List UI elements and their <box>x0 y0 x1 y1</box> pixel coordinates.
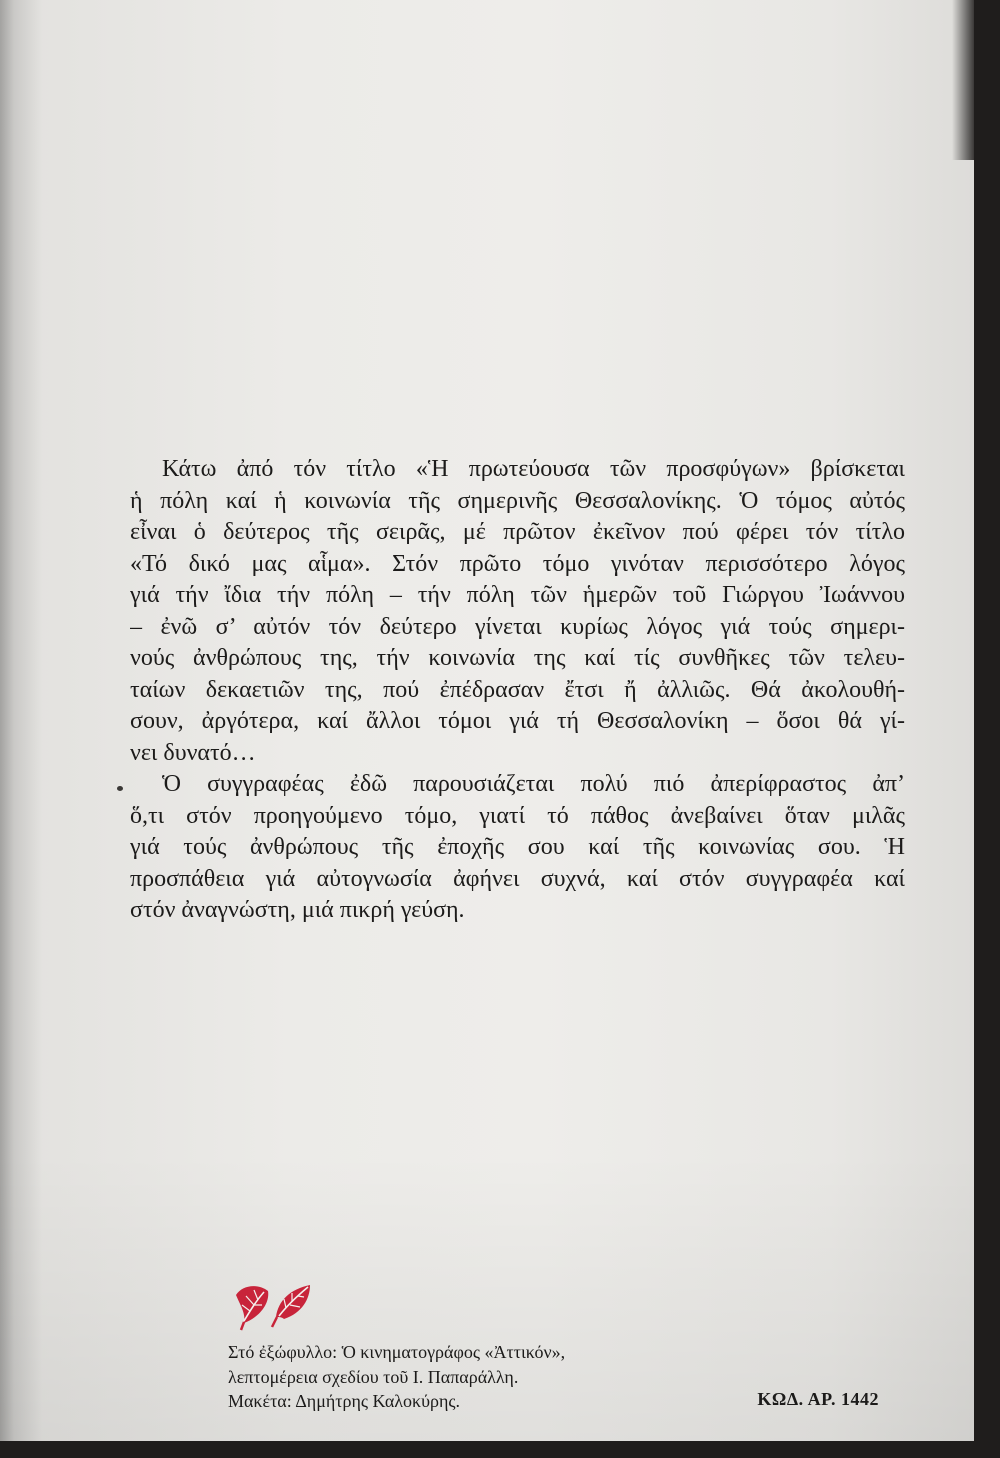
blurb-line: Ὁ συγγραφέας ἐδῶ παρουσιάζεται πολύ πιό ἀπερίφραστος ἀπ’ <box>162 771 905 797</box>
cover-credits <box>228 1340 565 1414</box>
blurb-line: νει δυνατό… <box>130 739 256 766</box>
blurb-line: ἡ πόλη καί ἡ κοινωνία τῆς σημερινῆς Θεσσαλονίκης. Ὁ τόμος αὐτός <box>130 487 905 514</box>
blurb-line: νούς ἀνθρώπους της, τήν κοινωνία της καί τίς συνθῆκες τῶν τελευ- <box>130 645 905 671</box>
blurb-line: – ἐνῶ σ’ αὐτόν τόν δεύτερο γίνεται κυρίως λόγος γιά τούς σημερι- <box>130 613 905 640</box>
ink-spot <box>117 786 123 791</box>
catalog-code: ΚΩΔ. ΑΡ. 1442 <box>757 1389 879 1409</box>
layout-credit: Μακέτα: Δημήτρης Καλοκύρης. <box>228 1391 461 1411</box>
blurb-line: ταίων δεκαετιῶν της, πού ἐπέδρασαν ἔτσι ἤ ἀλλιῶς. Θά ἀκολουθή- <box>130 676 905 703</box>
blurb-line: γιά τήν ἴδια τήν πόλη – τήν πόλη τῶν ἡμερῶν τοῦ Γιώργου Ἰωάννου <box>130 582 905 608</box>
blurb-line: προσπάθεια γιά αὐτογνωσία ἀφήνει συχνά, καί στόν συγγραφέα καί <box>130 865 905 892</box>
red-leaves-logo-icon <box>230 1281 314 1333</box>
blurb-line: γιά τούς ἀνθρώπους τῆς ἐποχῆς σου καί τῆς κοινωνίας σου. Ἡ <box>130 834 905 860</box>
blurb-line: εἶναι ὁ δεύτερος τῆς σειρᾶς, μέ πρῶτον ἐκεῖνον πού φέρει τόν τίτλο <box>130 519 905 545</box>
blurb-line: σουν, ἀργότερα, καί ἄλλοι τόμοι γιά τή Θεσσαλονίκη – ὅσοι θά γί- <box>130 708 905 734</box>
blurb-line: «Τό δικό μας αἷμα». Στόν πρῶτο τόμο γινόταν περισσότερο λόγος <box>130 550 905 577</box>
corner-shadow <box>952 0 974 160</box>
cover-note: Στό ἐξώφυλλο: Ὁ κινηματογράφος «Ἀττικόν», <box>228 1342 566 1362</box>
blurb-line: Κάτω ἀπό τόν τίτλο «Ἡ πρωτεύουσα τῶν προσφύγων» βρίσκεται <box>162 456 905 482</box>
blurb-text <box>130 454 905 927</box>
cover-detail: λεπτομέρεια σχεδίου τοῦ Ι. Παπαράλλη. <box>228 1366 519 1387</box>
blurb-line: στόν ἀναγνώστη, μιά πικρή γεύση. <box>130 897 465 923</box>
blurb-line: ὅ,τι στόν προηγούμενο τόμο, γιατί τό πάθος ἀνεβαίνει ὅταν μιλᾶς <box>130 802 905 829</box>
